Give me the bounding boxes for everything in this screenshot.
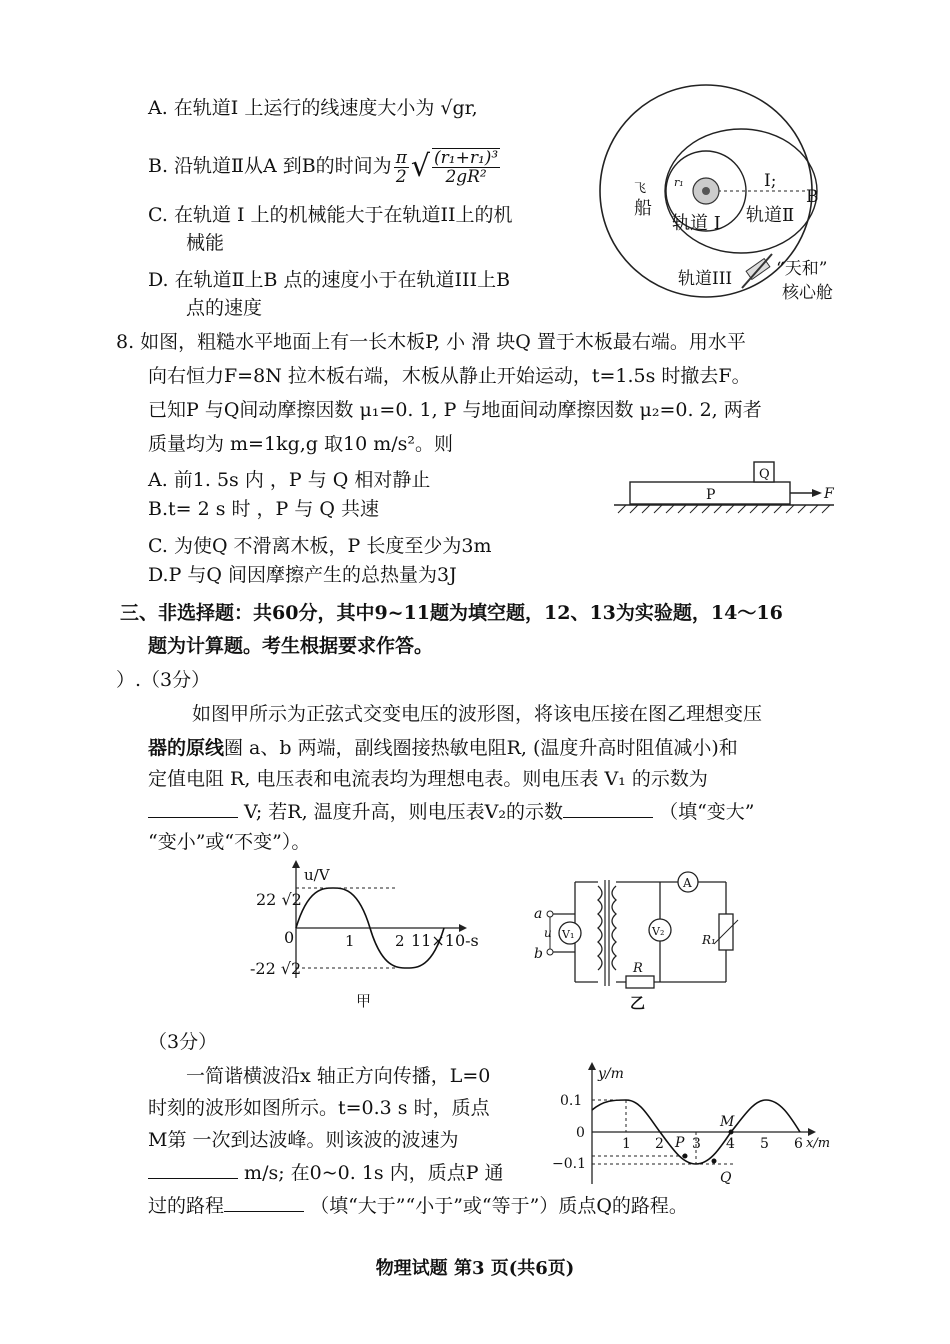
q9-line4 <box>148 798 755 826</box>
q10-line4 <box>148 1159 504 1187</box>
wave-graph <box>548 1058 848 1188</box>
label-V2: V₂ <box>652 925 665 938</box>
q10-line5-a: 过的路程 <box>148 1195 225 1217</box>
q7-two: 2 <box>395 166 407 187</box>
label-orbit-2: 轨道Ⅱ <box>746 205 795 226</box>
wave-y-top: 0.1 <box>560 1093 583 1109</box>
q10-blank-2 <box>224 1193 304 1212</box>
wave-x-1: 1 <box>622 1136 631 1152</box>
label-a: a <box>534 906 543 922</box>
q9-blank-2 <box>563 799 653 818</box>
terminal-a-icon <box>547 911 553 917</box>
wave-x-3: 3 <box>692 1136 701 1152</box>
q9-line2 <box>148 734 738 762</box>
section3-line1: 三、非选择题：共60分，其中9~11题为填空题，12、13为实验题，14～16 <box>120 602 783 624</box>
label-Q: Q <box>759 467 770 482</box>
circuit-diagram <box>530 862 740 1012</box>
label-orbit-3: 轨道III <box>678 269 733 289</box>
wave-x-5: 5 <box>760 1136 769 1152</box>
force-arrow-icon <box>812 489 822 497</box>
q10-head: （3分） <box>148 1031 218 1053</box>
q9-line1: 如图甲所示为正弦式交变电压的波形图，将该电压接在图乙理想变压 <box>192 703 763 725</box>
q7-radicand-den: 2gR² <box>445 167 487 187</box>
q8-line4: 质量均为 m=1kg,g 取10 m/s²。则 <box>148 433 453 455</box>
wave-y-zero: 0 <box>576 1125 585 1141</box>
voltage-x-1: 1 <box>345 932 355 950</box>
q8-option-b: B.t= 2 s 时 ，P 与 Q 共速 <box>148 498 380 520</box>
wave-x-unit: x/m <box>806 1136 831 1151</box>
label-R1: R₁ <box>702 933 716 947</box>
primary-coil-icon <box>598 886 602 970</box>
q9-line4-a: V; 若R, 温度升高，则电压表V₂的示数 <box>244 801 564 823</box>
q7-option-d-line2: 点的速度 <box>186 297 263 319</box>
orbit-figure <box>596 88 856 318</box>
sqrt-icon: √ <box>410 149 430 184</box>
label-hexin: 核心舱 <box>782 283 833 303</box>
q9-line2-rest: 圈 a、b 两端，副线圈接热敏电阻R, (温度升高时阻值减小)和 <box>224 737 738 759</box>
q9-head: ）.（3分） <box>116 669 211 691</box>
voltage-y-top: 22 √2 <box>256 890 302 909</box>
q10-blank-1 <box>148 1160 238 1179</box>
q9-line5: “变小”或“不变”）。 <box>148 831 311 853</box>
q10-line2: 时刻的波形如图所示。t=0.3 s 时，质点 <box>148 1097 490 1119</box>
q8-option-c: C. 为使Q 不滑离木板，P 长度至少为3m <box>148 535 492 557</box>
label-fei: 飞 <box>634 181 647 195</box>
q7-option-c-line1: C. 在轨道 I 上的机械能大于在轨道II上的机 <box>148 204 513 226</box>
wave-x-arrow-icon <box>808 1128 816 1136</box>
circuit-caption: 乙 <box>630 994 646 1012</box>
label-M: M <box>720 1114 735 1130</box>
wave-y-bottom: −0.1 <box>552 1156 586 1172</box>
label-R: R <box>633 961 643 976</box>
label-tianhe: “天和” <box>776 259 828 279</box>
q8-line2: 向右恒力F=8N 拉木板右端，木板从静止开始运动，t=1.5s 时撤去F。 <box>148 365 751 387</box>
q10-line5 <box>148 1192 688 1220</box>
ground-hatch-icon <box>618 505 830 513</box>
voltage-caption: 甲 <box>356 992 372 1010</box>
q7-option-c-line2: 械能 <box>186 232 225 254</box>
label-orbit-I: I; <box>764 171 777 191</box>
label-A: A <box>683 876 692 890</box>
secondary-coil-icon <box>612 886 616 970</box>
q7-option-b <box>148 148 502 186</box>
q8-option-d: D.P 与Q 间因摩擦产生的总热量为3J <box>148 564 457 586</box>
q7-fraction-radicand <box>432 148 500 186</box>
q7-pi: π <box>395 147 407 168</box>
q7-option-a: A. 在轨道I 上运行的线速度大小为 √gr, <box>148 97 478 119</box>
label-F: F <box>824 486 834 502</box>
label-V1: V₁ <box>562 928 575 941</box>
label-chuan: 船 <box>634 198 652 219</box>
label-b: b <box>534 946 543 962</box>
orbit-2-ellipse <box>665 129 817 253</box>
voltage-x-unit: 11×10-s <box>411 931 479 950</box>
q9-blank-1 <box>148 799 238 818</box>
q9-line3: 定值电阻 R, 电压表和电流表均为理想电表。则电压表 V₁ 的示数为 <box>148 768 708 790</box>
wave-x-4: 4 <box>726 1136 735 1152</box>
voltage-y-zero: 0 <box>284 928 295 947</box>
label-P: P <box>706 487 716 503</box>
label-point-B: B <box>806 187 819 207</box>
q9-line2-bold: 器的原线 <box>148 737 225 759</box>
label-u: u <box>544 926 552 940</box>
terminal-b-icon <box>547 949 553 955</box>
q10-line1: 一简谐横波沿x 轴正方向传播，L=0 <box>186 1065 491 1087</box>
resistor-R-icon <box>626 976 654 988</box>
point-M-icon <box>729 1130 734 1135</box>
label-Q: Q <box>720 1170 732 1186</box>
q8-line1: 8. 如图，粗糙水平地面上有一长木板P, 小 滑 块Q 置于木板最右端。用水平 <box>116 331 746 353</box>
voltage-y-bottom: -22 √2 <box>250 959 302 978</box>
q7-option-b-text: B. 沿轨道Ⅱ从A 到B的时间为 <box>148 155 392 177</box>
board-figure <box>614 458 844 518</box>
voltage-graph <box>248 860 498 1010</box>
q8-line3: 已知P 与Q间动摩擦因数 μ₁=0. 1, P 与地面间动摩擦因数 μ₂=0. 2, 两者 <box>148 399 762 421</box>
q10-line5-b: （填“大于”“小于”或“等于”）质点Q的路程。 <box>310 1195 688 1217</box>
wave-y-label: y/m <box>598 1066 624 1082</box>
q7-radicand-num: (r₁+r₁)³ <box>434 148 499 168</box>
q10-line4-text: m/s; 在0~0. 1s 内，质点P 通 <box>244 1162 504 1184</box>
q9-line4-b: （填“变大” <box>659 801 755 823</box>
voltage-x-2: 2 <box>395 932 405 950</box>
voltage-y-label: u/V <box>304 866 330 884</box>
voltage-y-arrow-icon <box>292 860 300 868</box>
wave-y-arrow-icon <box>588 1062 596 1070</box>
section3-line2: 题为计算题。考生根据要求作答。 <box>148 635 434 657</box>
page-footer: 物理试题 第3 页(共6页) <box>375 1258 575 1279</box>
label-P: P <box>675 1135 685 1151</box>
q7-fraction-pi <box>394 149 409 186</box>
q10-line3: M第 一次到达波峰。则该波的波速为 <box>148 1129 459 1151</box>
q8-option-a: A. 前1. 5s 内 ，P 与 Q 相对静止 <box>148 469 431 491</box>
wave-x-6: 6 <box>794 1136 803 1152</box>
point-P-icon <box>683 1154 688 1159</box>
point-Q-icon <box>712 1159 717 1164</box>
q7-option-d-line1: D. 在轨道Ⅱ上B 点的速度小于在轨道III上B <box>148 269 511 291</box>
label-r1: r₁ <box>674 176 684 189</box>
wave-x-2: 2 <box>655 1136 664 1152</box>
label-orbit-1: 轨道 I <box>672 213 721 234</box>
earth-core-icon <box>702 187 710 195</box>
